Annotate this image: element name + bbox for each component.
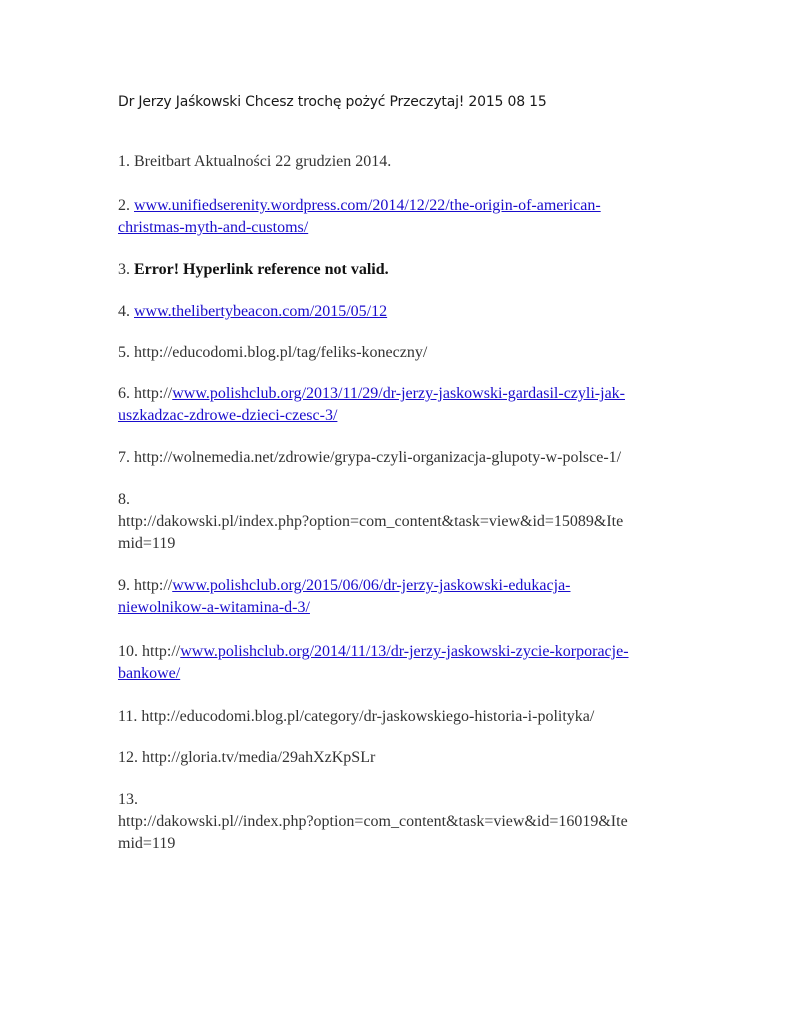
ref-link[interactable]: www.polishclub.org/2013/11/29/dr-jerzy-jaskowski-gardasil-czyli-jak-: [172, 385, 625, 402]
ref-prefix: 6. http://: [118, 385, 173, 402]
ref-text: http://dakowski.pl/index.php?option=com_content&task=view&id=15089&Ite: [118, 513, 624, 530]
reference-11: [118, 706, 674, 728]
reference-4: [118, 301, 674, 323]
reference-9: [118, 575, 674, 619]
ref-prefix: 10. http://: [118, 643, 181, 660]
document-title: Dr Jerzy Jaśkowski Chcesz trochę pożyć Przeczytaj! 2015 08 15: [118, 94, 547, 110]
ref-link[interactable]: www.polishclub.org/2014/11/13/dr-jerzy-jaskowski-zycie-korporacje-: [180, 643, 629, 660]
ref-prefix: 7.: [118, 449, 134, 466]
ref-link[interactable]: www.polishclub.org/2015/06/06/dr-jerzy-jaskowski-edukacja-: [172, 577, 571, 594]
ref-prefix: 1.: [118, 153, 134, 170]
ref-prefix: 5.: [118, 344, 134, 361]
ref-prefix: 13.: [118, 791, 138, 808]
reference-13: [118, 789, 674, 855]
hyperlink-error-text: Error! Hyperlink reference not valid.: [134, 261, 389, 278]
ref-prefix: 12.: [118, 749, 142, 766]
reference-2: [118, 195, 674, 239]
reference-10: [118, 641, 674, 685]
ref-text: Breitbart Aktualności 22 grudzien 2014.: [134, 153, 392, 170]
ref-text: http://educodomi.blog.pl/tag/feliks-koneczny/: [134, 344, 428, 361]
ref-text: http://educodomi.blog.pl/category/dr-jaskowskiego-historia-i-polityka/: [141, 708, 595, 725]
ref-prefix: 2.: [118, 197, 134, 214]
ref-prefix: 11.: [118, 708, 142, 725]
reference-8: [118, 489, 674, 555]
ref-text-continued: mid=119: [118, 535, 176, 552]
reference-12: [118, 747, 674, 769]
ref-link-continued[interactable]: christmas-myth-and-customs/: [118, 219, 309, 236]
ref-link-continued[interactable]: niewolnikow-a-witamina-d-3/: [118, 599, 310, 616]
ref-link-continued[interactable]: uszkadzac-zdrowe-dzieci-czesc-3/: [118, 407, 338, 424]
reference-7: [118, 447, 674, 469]
reference-5: [118, 342, 674, 364]
reference-3: [118, 259, 674, 281]
ref-prefix: 3.: [118, 261, 134, 278]
ref-link[interactable]: www.unifiedserenity.wordpress.com/2014/12/22/the-origin-of-american-: [134, 197, 601, 214]
ref-text: http://gloria.tv/media/29ahXzKpSLr: [142, 749, 376, 766]
ref-prefix: 4.: [118, 303, 134, 320]
ref-prefix: 8.: [118, 491, 130, 508]
ref-prefix: 9. http://: [118, 577, 173, 594]
reference-1: [118, 151, 674, 173]
ref-text: http://wolnemedia.net/zdrowie/grypa-czyli-organizacja-glupoty-w-polsce-1/: [134, 449, 622, 466]
ref-text: http://dakowski.pl//index.php?option=com_content&task=view&id=16019&Ite: [118, 813, 628, 830]
reference-6: [118, 383, 674, 427]
ref-text-continued: mid=119: [118, 835, 176, 852]
ref-link[interactable]: www.thelibertybeacon.com/2015/05/12: [134, 303, 388, 320]
ref-link-continued[interactable]: bankowe/: [118, 665, 181, 682]
